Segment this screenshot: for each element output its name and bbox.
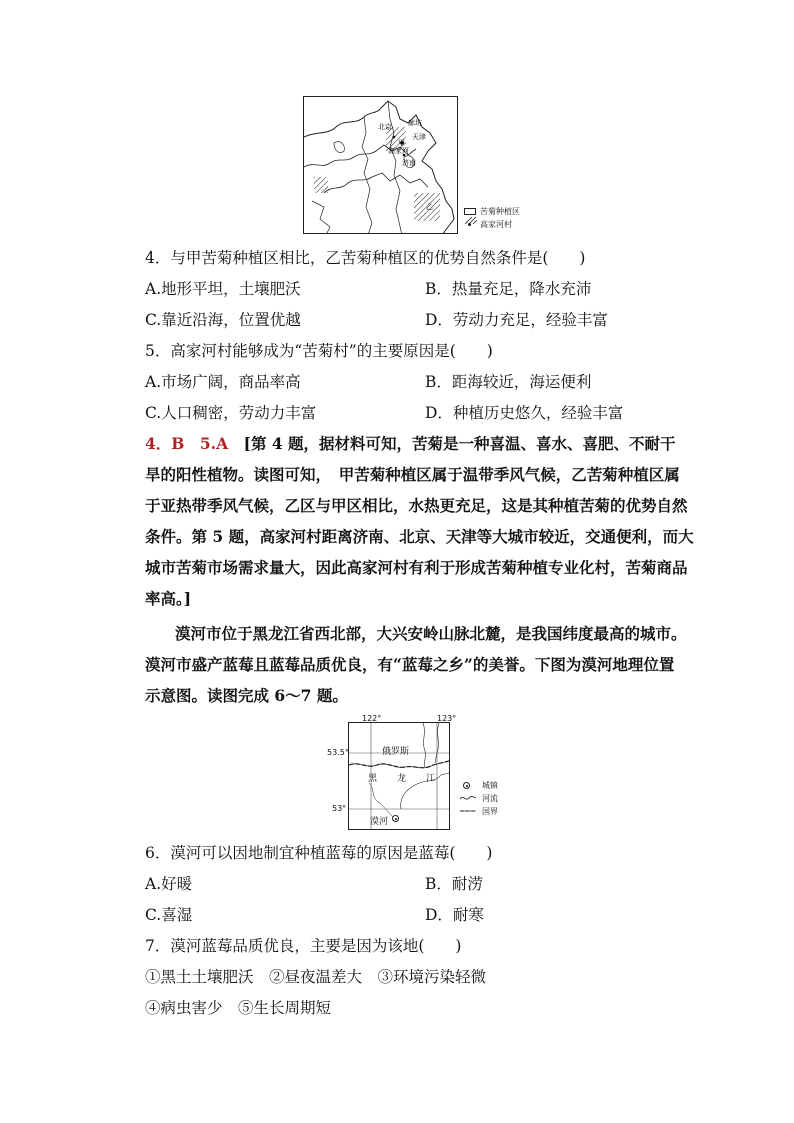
question-7-choices-line: ④病虫害少 ⑤生长周期短 [145, 999, 332, 1017]
hatch-legend-swatch [464, 208, 476, 215]
answer-explanation-line: 旱的阳性植物。读图可知， 甲苦菊种植区属于温带季风气候，乙苦菊种植区属 [145, 465, 680, 484]
legend-town: 城镇 [482, 781, 498, 790]
passage-line: 示意图。读图完成 6～7 题。 [145, 686, 348, 705]
question-5-option-c: C.人口稠密，劳动力丰富 [145, 404, 317, 422]
label-langfang: 廊坊 [408, 119, 422, 127]
answer-key-4-5: 4．B 5.A [145, 434, 229, 453]
passage-line: 漠河市盛产蓝莓且蓝莓品质优良，有“蓝莓之乡”的美誉。下图为漠河地理位置 [145, 655, 675, 674]
question-6-stem: 6．漠河可以因地制宜种植蓝莓的原因是蓝莓( ) [145, 844, 493, 862]
longitude-label: 122° [362, 714, 382, 723]
mohe-city-label: 漠河 [370, 817, 389, 827]
river-legend-icon [460, 794, 476, 802]
question-6-option-c: C.喜湿 [145, 906, 193, 924]
question-4-option-a: A.地形平坦，土壤肥沃 [145, 280, 301, 298]
city-dot [393, 136, 396, 139]
river-label-char: 龙 [397, 774, 407, 784]
answer-explanation-line: 城市苦菊市场需求量大，因此高家河村有利于形成苦菊种植专业化村，苦菊商品 [145, 558, 688, 577]
crop-zone-map [303, 96, 458, 234]
label-gaojiahe: 高家河 [388, 147, 409, 155]
question-7-choices-line: ①黑土土壤肥沃 ②昼夜温差大 ③环境污染轻微 [145, 968, 487, 986]
label-beijing: 北京 [378, 123, 392, 131]
label-yi: 乙 [426, 203, 433, 211]
answer-explanation-line: 于亚热带季风气候，乙区与甲区相比，水热更充足，这是其种植苦菊的优势自然 [145, 496, 688, 515]
planting-area-west [314, 177, 328, 193]
question-4-option-c: C.靠近沿海，位置优越 [145, 311, 301, 329]
question-5-option-d: D．种植历史悠久，经验丰富 [425, 404, 624, 422]
river-label-char: 江 [426, 774, 436, 784]
legend-village: 高家河村 [480, 220, 512, 229]
question-6-option-b: B．耐涝 [425, 875, 483, 893]
question-5-option-a: A.市场广阔，商品率高 [145, 373, 301, 391]
latitude-label: 53° [332, 804, 347, 813]
russia-label: 俄罗斯 [382, 747, 410, 757]
border-legend-icon [460, 808, 476, 814]
question-5-option-b: B．距海较近，海运便利 [425, 373, 592, 391]
river-label-char: 黑 [368, 774, 378, 784]
label-tianjin: 天津 [412, 133, 426, 141]
legend-border: 国界 [482, 807, 498, 816]
question-7-stem: 7．漠河蓝莓品质优良，主要是因为该地( ) [145, 937, 462, 955]
latitude-label: 53.5° [327, 748, 349, 757]
passage-line: 漠河市位于黑龙江省西北部，大兴安岭山脉北麓，是我国纬度最高的城市。 [175, 624, 687, 643]
question-5-stem: 5．高家河村能够成为“苦菊村”的主要原因是( ) [145, 342, 493, 360]
city-marker-icon [392, 815, 399, 822]
answer-4-5-first-line [145, 434, 676, 454]
label-jia: 甲 [398, 139, 405, 147]
legend-planting-area: 苦菊种植区 [480, 207, 520, 216]
legend-river: 河流 [482, 794, 498, 803]
question-6-option-a: A.好暖 [145, 875, 193, 893]
label-jinan: 济南 [402, 159, 416, 167]
village-legend-dot [468, 223, 471, 226]
question-6-option-d: D．耐寒 [425, 906, 484, 924]
question-4-option-b: B．热量充足，降水充沛 [425, 280, 592, 298]
answer-explanation-line: 率高。] [145, 589, 192, 608]
question-4-stem: 4．与甲苦菊种植区相比，乙苦菊种植区的优势自然条件是( ) [145, 249, 586, 267]
answer-explanation-line: 条件。第 5 题，高家河村距离济南、北京、天津等大城市较近，交通便利，而大 [145, 527, 694, 546]
crop-zone-map-drawing [304, 97, 458, 234]
town-legend-icon [463, 782, 470, 789]
question-4-option-d: D．劳动力充足，经验丰富 [425, 311, 608, 329]
longitude-label: 123° [437, 714, 457, 723]
answer-explanation-line: [第 4 题，据材料可知，苦菊是一种喜温、喜水、喜肥、不耐干 [243, 434, 676, 453]
